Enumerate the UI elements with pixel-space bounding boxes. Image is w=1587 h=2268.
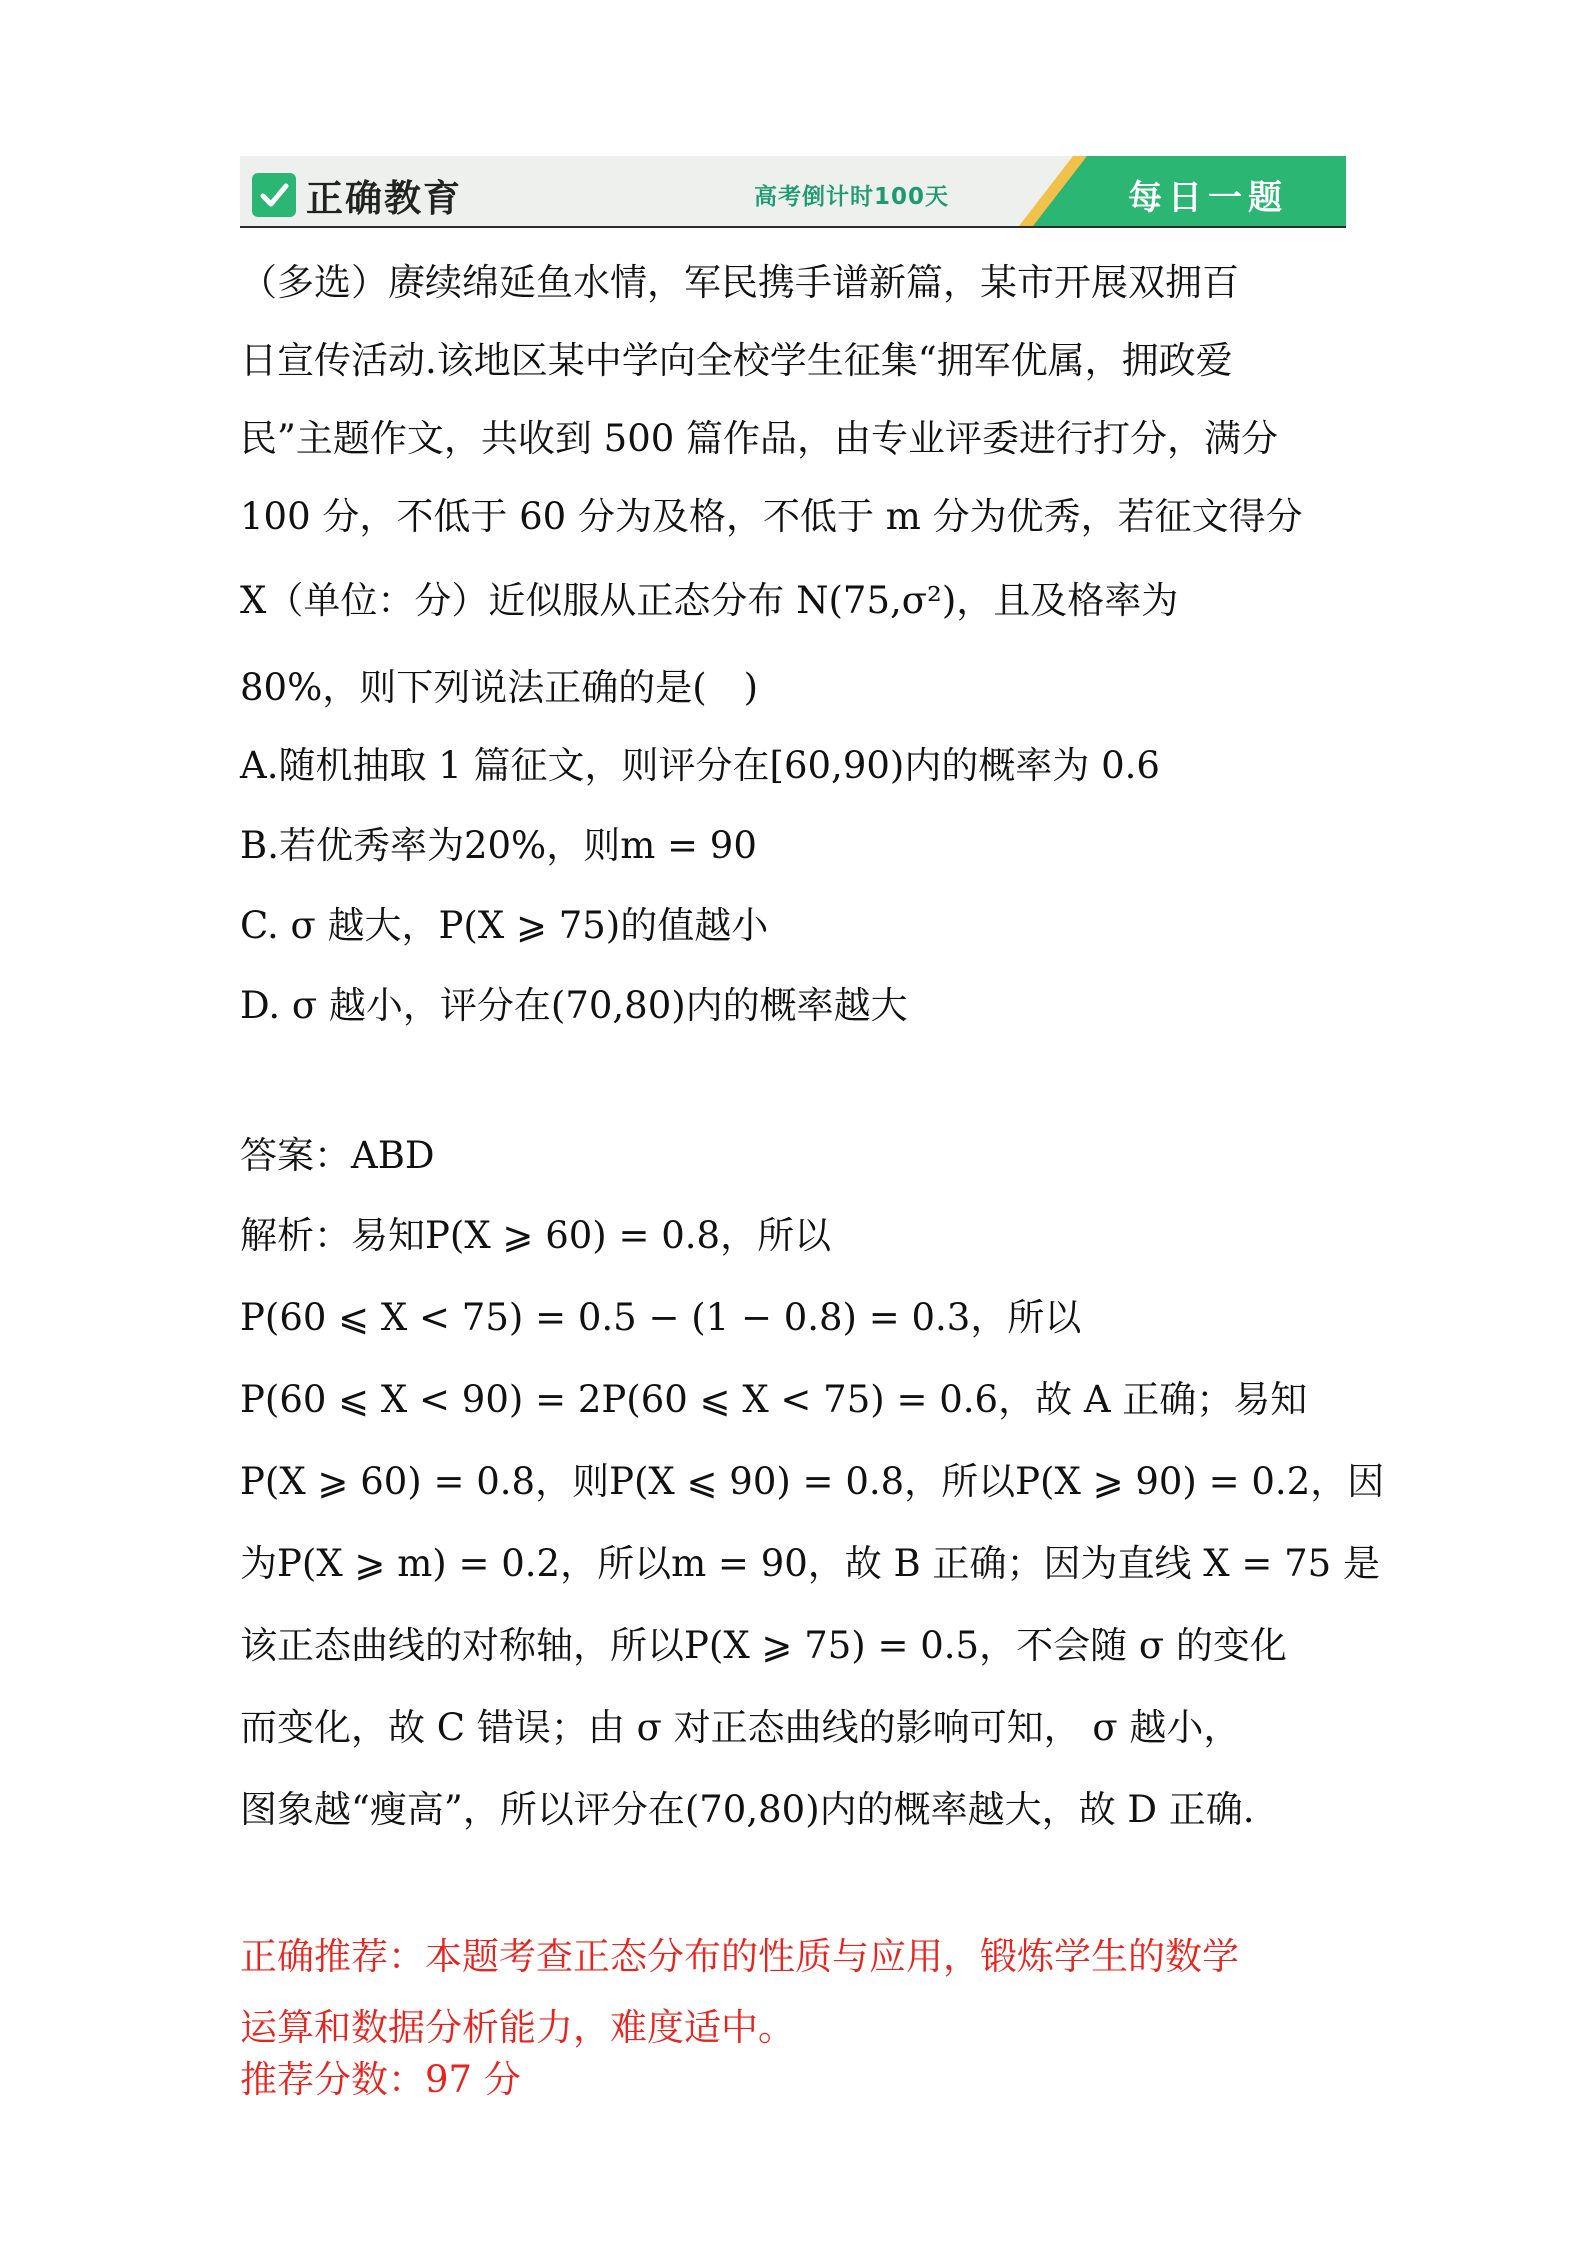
header-banner bbox=[240, 156, 1346, 228]
recommendation-line: 运算和数据分析能力，难度适中。 bbox=[240, 2006, 795, 2049]
analysis-line: 为P(X ⩾ m) = 0.2，所以m = 90，故 B 正确；因为直线 X = 75 是 bbox=[240, 1542, 1380, 1585]
question-line: 民”主题作文，共收到 500 篇作品，由专业评委进行打分，满分 bbox=[240, 417, 1279, 460]
question-line: 80%，则下列说法正确的是( ) bbox=[240, 666, 759, 709]
question-stem bbox=[240, 244, 1360, 726]
analysis-line: 解析：易知P(X ⩾ 60) = 0.8，所以 bbox=[240, 1214, 832, 1257]
countdown-label: 高考倒计时100天 bbox=[754, 184, 950, 210]
check-icon bbox=[252, 173, 296, 217]
analysis-line: P(60 ⩽ X < 75) = 0.5 − (1 − 0.8) = 0.3，所以 bbox=[240, 1296, 1082, 1339]
brand-name: 正确教育 bbox=[306, 177, 462, 220]
analysis-block bbox=[240, 1196, 1385, 1852]
option-b: B.若优秀率为20%，则m = 90 bbox=[240, 824, 757, 867]
analysis-line: 该正态曲线的对称轴，所以P(X ⩾ 75) = 0.5，不会随 σ 的变化 bbox=[240, 1624, 1287, 1667]
brand-logo bbox=[252, 168, 462, 222]
question-line: （多选）赓续绵延鱼水情，军民携手谱新篇，某市开展双拥百 bbox=[240, 261, 1239, 304]
option-a: A.随机抽取 1 篇征文，则评分在[60,90)内的概率为 0.6 bbox=[240, 744, 1160, 787]
question-line: 日宣传活动.该地区某中学向全校学生征集“拥军优属，拥政爱 bbox=[240, 339, 1233, 382]
question-options bbox=[240, 726, 1360, 1046]
answer-line: 答案：ABD bbox=[240, 1134, 435, 1177]
recommendation-block bbox=[240, 1918, 1360, 2110]
option-d: D. σ 越小，评分在(70,80)内的概率越大 bbox=[240, 984, 908, 1027]
daily-question-label: 每日一题 bbox=[1128, 178, 1288, 218]
option-c: C. σ 越大，P(X ⩾ 75)的值越小 bbox=[240, 904, 769, 947]
analysis-line: 图象越“瘦高”，所以评分在(70,80)内的概率越大，故 D 正确. bbox=[240, 1788, 1255, 1831]
analysis-line: 而变化，故 C 错误；由 σ 对正态曲线的影响可知， σ 越小， bbox=[240, 1706, 1241, 1749]
question-line: 100 分，不低于 60 分为及格，不低于 m 分为优秀，若征文得分 bbox=[240, 495, 1303, 538]
recommendation-score: 推荐分数：97 分 bbox=[240, 2058, 521, 2101]
analysis-line: P(X ⩾ 60) = 0.8，则P(X ⩽ 90) = 0.8，所以P(X ⩾ 90) = 0.2，因 bbox=[240, 1460, 1385, 1503]
document-body bbox=[240, 244, 1385, 2110]
question-line: X（单位：分）近似服从正态分布 N(75,σ²)，且及格率为 bbox=[240, 579, 1179, 622]
recommendation-line: 正确推荐：本题考查正态分布的性质与应用，锻炼学生的数学 bbox=[240, 1935, 1239, 1978]
analysis-line: P(60 ⩽ X < 90) = 2P(60 ⩽ X < 75) = 0.6，故 A 正确；易知 bbox=[240, 1378, 1308, 1421]
